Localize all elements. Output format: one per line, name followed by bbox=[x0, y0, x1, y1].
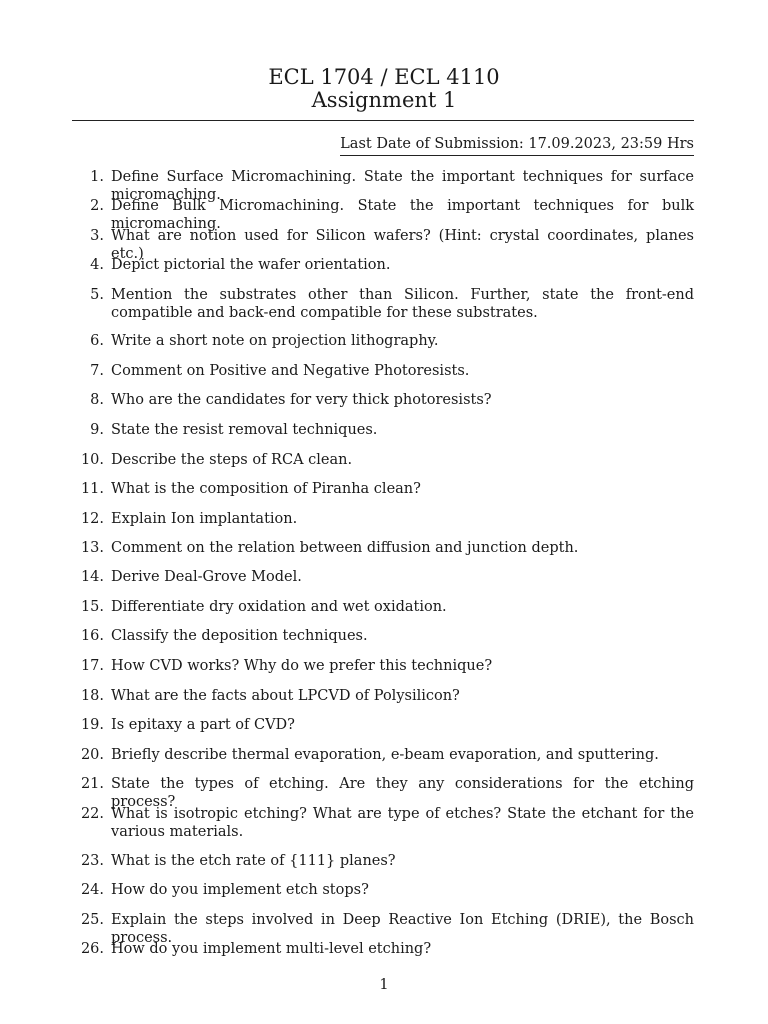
question-text: What are the facts about LPCVD of Polysilicon? bbox=[111, 688, 460, 704]
question-number: 6. bbox=[90, 333, 104, 349]
question-text: Differentiate dry oxidation and wet oxidation. bbox=[111, 599, 447, 615]
question-item bbox=[72, 363, 694, 381]
question-text: How do you implement etch stops? bbox=[111, 882, 369, 898]
question-item bbox=[72, 658, 694, 676]
question-item bbox=[72, 806, 694, 841]
question-text: Define Bulk Micromachining. State the important techniques for bulk micromaching. bbox=[111, 198, 694, 232]
question-number: 7. bbox=[90, 363, 104, 379]
question-number: 4. bbox=[90, 257, 104, 273]
question-item bbox=[72, 941, 694, 959]
question-number: 2. bbox=[90, 198, 104, 214]
question-text: Briefly describe thermal evaporation, e-beam evaporation, and sputtering. bbox=[111, 747, 659, 763]
header-rule bbox=[72, 120, 694, 121]
question-item bbox=[72, 392, 694, 410]
question-number: 14. bbox=[80, 569, 104, 585]
question-item bbox=[72, 287, 694, 322]
question-number: 9. bbox=[90, 422, 104, 438]
page-number: 1 bbox=[379, 977, 389, 993]
question-number: 10. bbox=[80, 452, 104, 468]
question-text: Comment on Positive and Negative Photoresists. bbox=[111, 363, 470, 379]
question-text: What is isotropic etching? What are type of etches? State the etchant for the various materials. bbox=[111, 806, 694, 840]
question-number: 17. bbox=[80, 658, 104, 674]
question-number: 24. bbox=[80, 882, 104, 898]
question-number: 26. bbox=[80, 941, 104, 957]
question-number: 13. bbox=[80, 540, 104, 556]
question-text: How do you implement multi-level etching? bbox=[111, 941, 432, 957]
question-number: 21. bbox=[80, 776, 104, 792]
question-item bbox=[72, 481, 694, 499]
question-item bbox=[72, 628, 694, 646]
question-number: 25. bbox=[80, 912, 104, 928]
question-item bbox=[72, 452, 694, 470]
question-number: 16. bbox=[80, 628, 104, 644]
question-text: Define Surface Micromachining. State the important techniques for surface micromaching. bbox=[111, 169, 694, 203]
question-text: Derive Deal-Grove Model. bbox=[111, 569, 302, 585]
question-number: 20. bbox=[80, 747, 104, 763]
question-number: 22. bbox=[80, 806, 104, 822]
assignment-title: Assignment 1 bbox=[311, 88, 457, 112]
question-item bbox=[72, 599, 694, 617]
question-number: 15. bbox=[80, 599, 104, 615]
submission-deadline: Last Date of Submission: 17.09.2023, 23:59 Hrs bbox=[340, 134, 694, 156]
question-text: How CVD works? Why do we prefer this technique? bbox=[111, 658, 493, 674]
question-item bbox=[72, 882, 694, 900]
question-text: Depict pictorial the wafer orientation. bbox=[111, 257, 391, 273]
question-text: Explain the steps involved in Deep Reactive Ion Etching (DRIE), the Bosch process. bbox=[111, 912, 694, 946]
question-text: What is the composition of Piranha clean? bbox=[111, 481, 421, 497]
question-number: 3. bbox=[90, 228, 104, 244]
question-text: What is the etch rate of {111} planes? bbox=[111, 853, 396, 869]
question-number: 5. bbox=[90, 287, 104, 303]
question-item bbox=[72, 853, 694, 871]
question-item bbox=[72, 747, 694, 765]
question-text: State the types of etching. Are they any considerations for the etching process? bbox=[111, 776, 694, 810]
question-text: Is epitaxy a part of CVD? bbox=[111, 717, 295, 733]
question-number: 19. bbox=[80, 717, 104, 733]
question-text: Who are the candidates for very thick photoresists? bbox=[111, 392, 492, 408]
question-text: What are notion used for Silicon wafers? (Hint: crystal coordinates, planes etc.) bbox=[111, 228, 694, 262]
question-text: Comment on the relation between diffusion and junction depth. bbox=[111, 540, 579, 556]
question-number: 1. bbox=[90, 169, 104, 185]
question-item bbox=[72, 511, 694, 529]
question-item bbox=[72, 540, 694, 558]
question-text: State the resist removal techniques. bbox=[111, 422, 378, 438]
course-title: ECL 1704 / ECL 4110 bbox=[268, 65, 500, 89]
question-text: Describe the steps of RCA clean. bbox=[111, 452, 353, 468]
question-text: Explain Ion implantation. bbox=[111, 511, 298, 527]
question-number: 8. bbox=[90, 392, 104, 408]
question-number: 11. bbox=[80, 481, 104, 497]
question-item bbox=[72, 688, 694, 706]
question-item bbox=[72, 422, 694, 440]
question-number: 23. bbox=[80, 853, 104, 869]
question-item bbox=[72, 333, 694, 351]
question-item bbox=[72, 569, 694, 587]
question-text: Write a short note on projection lithography. bbox=[111, 333, 439, 349]
question-number: 18. bbox=[80, 688, 104, 704]
question-item bbox=[72, 257, 694, 275]
question-item bbox=[72, 717, 694, 735]
question-text: Classify the deposition techniques. bbox=[111, 628, 368, 644]
question-number: 12. bbox=[80, 511, 104, 527]
question-text: Mention the substrates other than Silicon. Further, state the front-end compatible and back-end compatible for these substrates. bbox=[111, 287, 694, 321]
